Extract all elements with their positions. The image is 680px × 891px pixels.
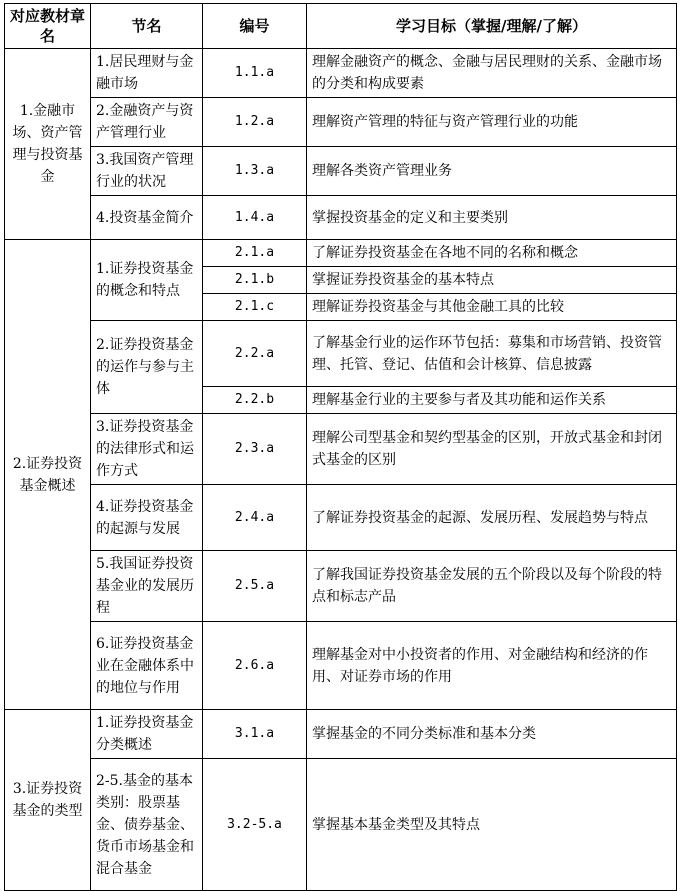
chapter-cell: 3.证券投资基金的类型 [5, 710, 91, 891]
table-row [5, 240, 677, 267]
table-row [5, 622, 677, 710]
goal-cell: 理解公司型基金和契约型基金的区别，开放式基金和封闭式基金的区别 [307, 414, 677, 485]
section-cell: 6.证券投资基金业在金融体系中的地位与作用 [91, 622, 203, 710]
goal-cell: 掌握证券投资基金的基本特点 [307, 267, 677, 294]
code-cell: 2.2.b [203, 387, 307, 414]
section-cell: 3.我国资产管理行业的状况 [91, 147, 203, 196]
section-cell: 5.我国证券投资基金业的发展历程 [91, 551, 203, 622]
section-cell: 4.证券投资基金的起源与发展 [91, 485, 203, 551]
goal-cell: 了解证券投资基金在各地不同的名称和概念 [307, 240, 677, 267]
header-chapter: 对应教材章名 [5, 4, 91, 49]
goal-cell: 理解各类资产管理业务 [307, 147, 677, 196]
header-section: 节名 [91, 4, 203, 49]
header-row [5, 4, 677, 49]
table-row [5, 147, 677, 196]
section-cell: 1.证券投资基金的概念和特点 [91, 240, 203, 321]
goal-cell: 掌握投资基金的定义和主要类别 [307, 196, 677, 240]
header-goal: 学习目标（掌握/理解/了解） [307, 4, 677, 49]
goal-cell: 了解基金行业的运作环节包括：募集和市场营销、投资管理、托管、登记、估值和会计核算、信息披露 [307, 321, 677, 387]
goal-cell: 理解基金行业的主要参与者及其功能和运作关系 [307, 387, 677, 414]
goal-cell: 理解资产管理的特征与资产管理行业的功能 [307, 98, 677, 147]
chapter-cell: 2.证券投资基金概述 [5, 240, 91, 710]
code-cell: 2.1.a [203, 240, 307, 267]
code-cell: 3.1.a [203, 710, 307, 759]
code-cell: 2.1.b [203, 267, 307, 294]
table-row [5, 551, 677, 622]
table-row [5, 710, 677, 759]
goal-cell: 理解金融资产的概念、金融与居民理财的关系、金融市场的分类和构成要素 [307, 49, 677, 98]
table-row [5, 49, 677, 98]
code-cell: 1.1.a [203, 49, 307, 98]
table-row [5, 759, 677, 891]
code-cell: 2.4.a [203, 485, 307, 551]
goal-cell: 了解证券投资基金的起源、发展历程、发展趋势与特点 [307, 485, 677, 551]
table-row [5, 485, 677, 551]
table-row [5, 98, 677, 147]
section-cell: 2.金融资产与资产管理行业 [91, 98, 203, 147]
section-cell: 2.证券投资基金的运作与参与主体 [91, 321, 203, 414]
code-cell: 2.2.a [203, 321, 307, 387]
code-cell: 1.4.a [203, 196, 307, 240]
section-cell: 4.投资基金简介 [91, 196, 203, 240]
table-row [5, 414, 677, 485]
code-cell: 2.5.a [203, 551, 307, 622]
goal-cell: 了解我国证券投资基金发展的五个阶段以及每个阶段的特点和标志产品 [307, 551, 677, 622]
code-cell: 3.2-5.a [203, 759, 307, 891]
code-cell: 2.1.c [203, 294, 307, 321]
table-row [5, 196, 677, 240]
section-cell: 1.居民理财与金融市场 [91, 49, 203, 98]
goal-cell: 理解基金对中小投资者的作用、对金融结构和经济的作用、对证券市场的作用 [307, 622, 677, 710]
goal-cell: 理解证券投资基金与其他金融工具的比较 [307, 294, 677, 321]
goal-cell: 掌握基本基金类型及其特点 [307, 759, 677, 891]
section-cell: 2-5.基金的基本类别：股票基金、债券基金、货币市场基金和混合基金 [91, 759, 203, 891]
code-cell: 2.3.a [203, 414, 307, 485]
code-cell: 2.6.a [203, 622, 307, 710]
code-cell: 1.3.a [203, 147, 307, 196]
table-row [5, 321, 677, 387]
section-cell: 3.证券投资基金的法律形式和运作方式 [91, 414, 203, 485]
chapter-cell: 1.金融市场、资产管理与投资基金 [5, 49, 91, 240]
header-code: 编号 [203, 4, 307, 49]
goal-cell: 掌握基金的不同分类标准和基本分类 [307, 710, 677, 759]
code-cell: 1.2.a [203, 98, 307, 147]
section-cell: 1.证券投资基金分类概述 [91, 710, 203, 759]
learning-objectives-table [4, 3, 677, 891]
